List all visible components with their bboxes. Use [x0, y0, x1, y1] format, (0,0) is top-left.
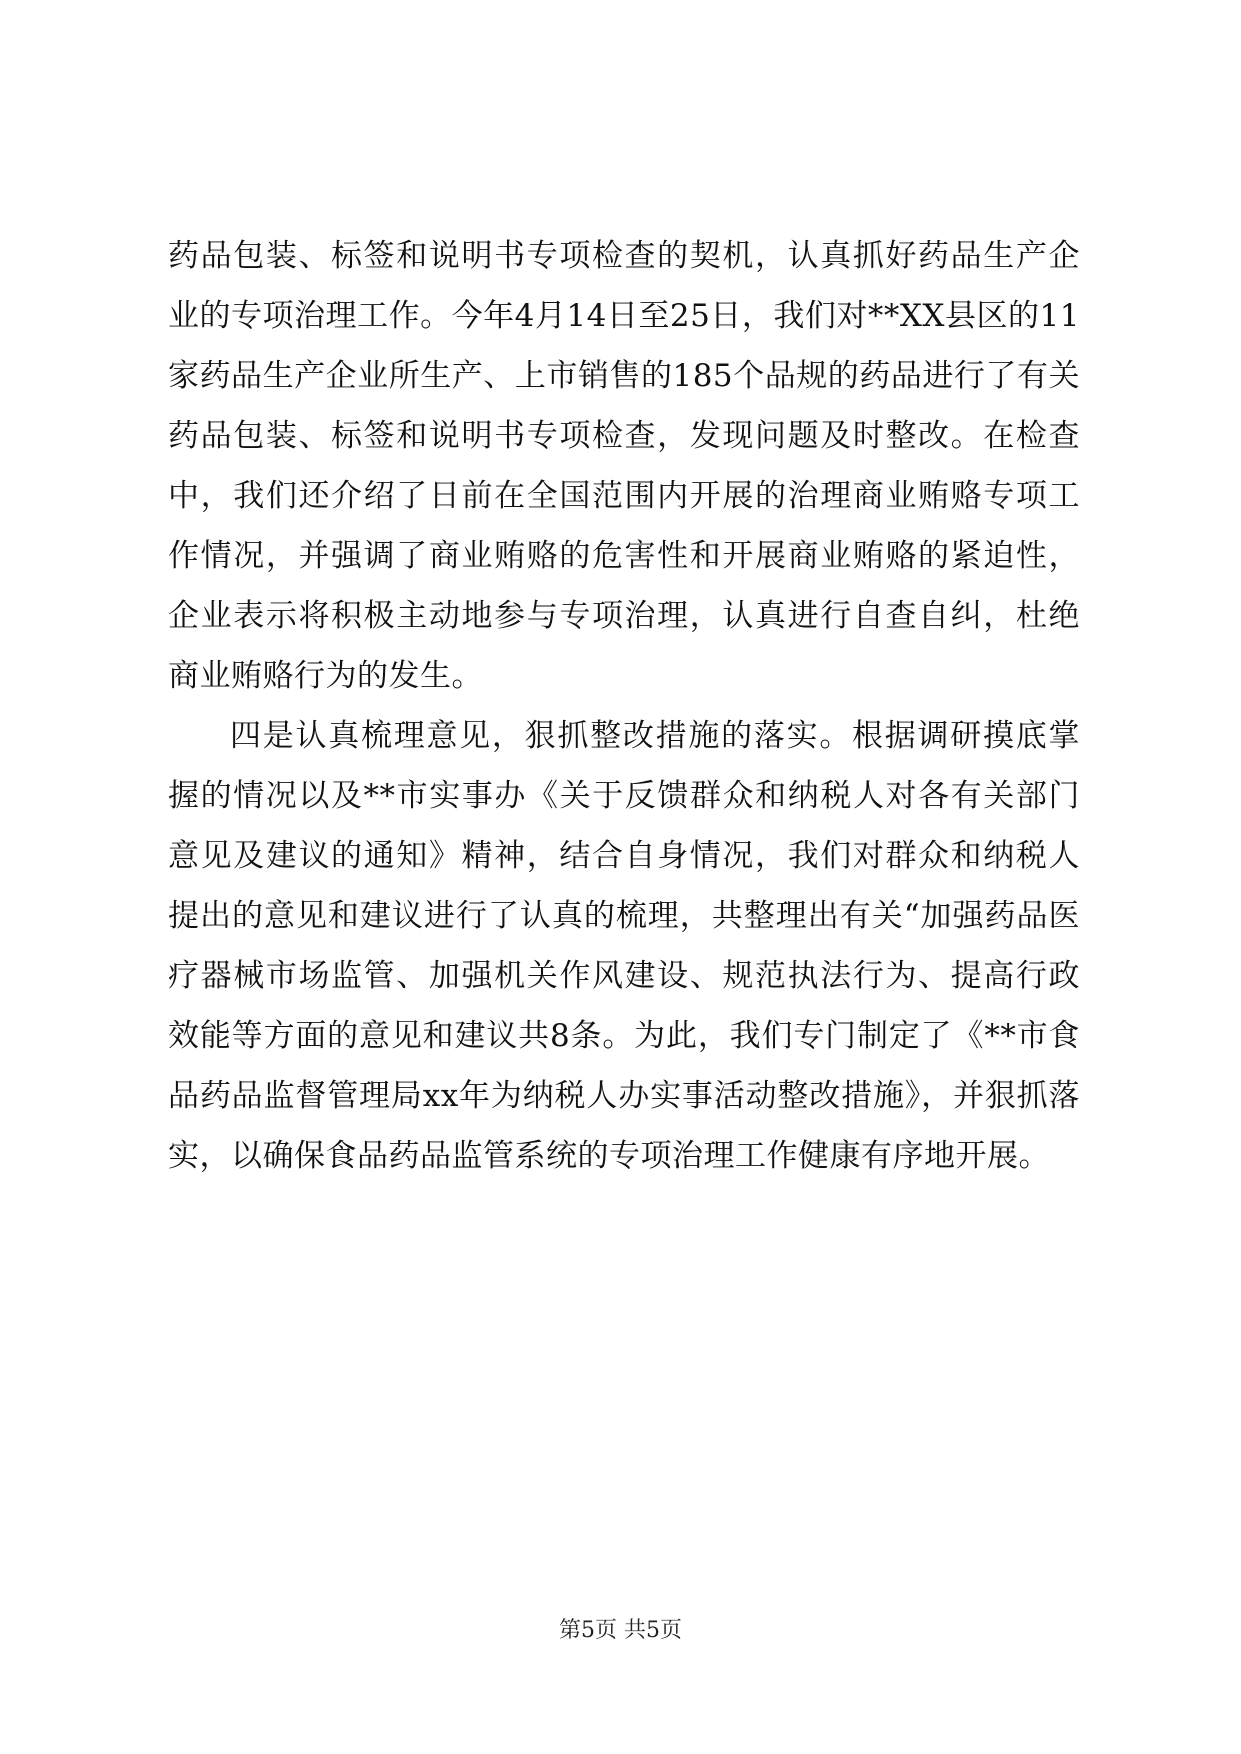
page-number-footer: 第5页 共5页 — [559, 1618, 682, 1643]
document-body — [168, 226, 1080, 1186]
paragraph-rectification-measures: 四是认真梳理意见，狠抓整改措施的落实。根据调研摸底掌握的情况以及**市实事办《关于反馈群众和纳税人对各有关部门意见及建议的通知》精神，结合自身情况，我们对群众和纳税人提出的意见和建议进行了认真的梳理，共整理出有关“加强药品医疗器械市场监管、加强机关作风建设、规范执法行为、提高行政效能等方面的意见和建议共8条。为此，我们专门制定了《**市食品药品监督管理局xx年为纳税人办实事活动整改措施》，并狠抓落实，以确保食品药品监管系统的专项治理工作健康有序地开展。 — [168, 718, 1080, 1174]
paragraph-continuation: 药品包装、标签和说明书专项检查的契机，认真抓好药品生产企业的专项治理工作。今年4月14日至25日，我们对**XX县区的11家药品生产企业所生产、上市销售的185个品规的药品进行了有关药品包装、标签和说明书专项检查，发现问题及时整改。在检查中，我们还介绍了日前在全国范围内开展的治理商业贿赂专项工作情况，并强调了商业贿赂的危害性和开展商业贿赂的紧迫性，企业表示将积极主动地参与专项治理，认真进行自查自纠，杜绝商业贿赂行为的发生。 — [168, 238, 1080, 694]
